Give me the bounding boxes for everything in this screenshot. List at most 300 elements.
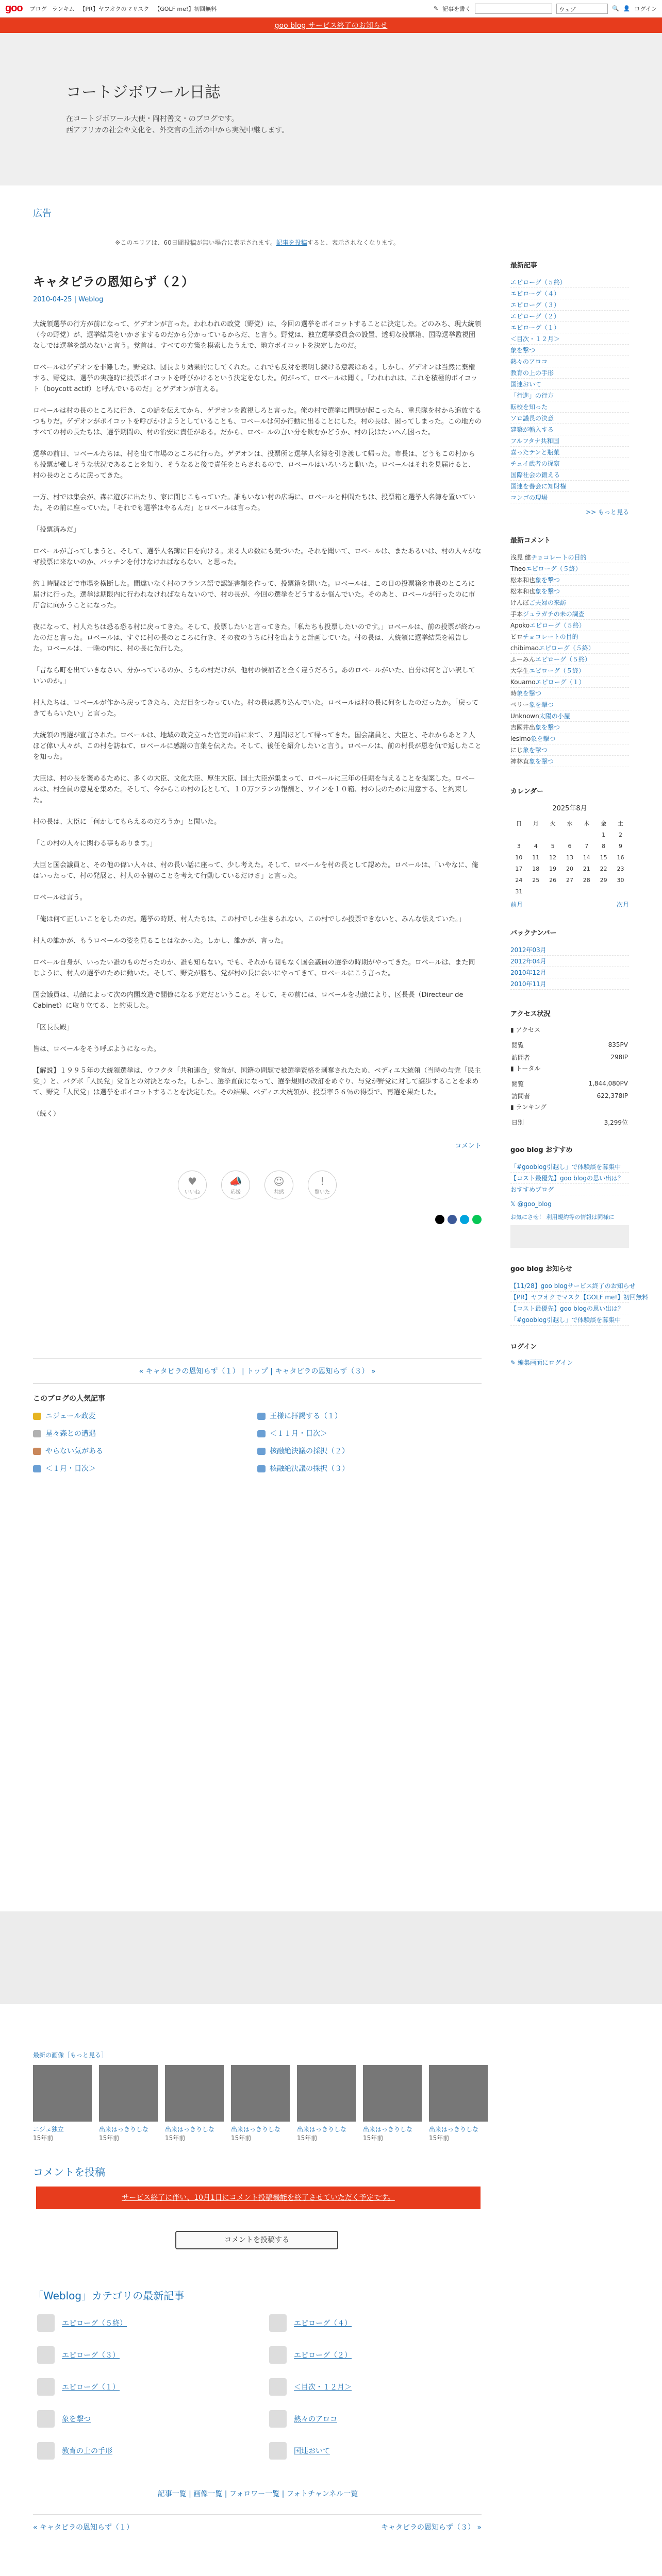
top-right [434,4,657,14]
pencil-icon: ✎ [510,1359,518,1366]
post-paragraph: ロベール自身が、いったい誰のものだったのか、誰も知らない。でも、それから間もなく国会議員の選挙の時期がやってきた。ロベールは、また同じように、村人の選挙のために動いた。そして、野党が勝ち、党が村の長に会いにやってきて、ロベールにこう言った。 [33,959,475,977]
comment-post[interactable]: 象を撃つ [535,588,560,595]
comments-list [510,552,629,767]
post-paragraph: 「投票済みだ」 [33,526,80,534]
comment-link-text[interactable]: コメント [454,1142,482,1150]
comment-post[interactable]: 象を撃つ [529,758,554,765]
bottom-links[interactable]: 記事一覧 | 画像一覧 | フォロワー一覧 | フォトチャンネル一覧 [157,2490,358,2498]
recent-item[interactable]: 喜ったテンと瓶菓 [510,447,629,458]
comment-post[interactable]: 象を撃つ [535,724,560,731]
category-post-label[interactable]: 教育の上の手形 [62,2447,112,2455]
calendar-day [561,886,578,897]
recent-more-link[interactable]: >> もっと見る [586,509,629,516]
comment-section-title: コメントを投稿 [33,2166,105,2178]
comment-item[interactable] [510,710,629,722]
popular-label[interactable]: 王様に拝謁する（１） [270,1412,342,1420]
recent-images-title[interactable]: 最新の画像［もっと見る］ [33,2052,108,2059]
recent-item[interactable]: コンゴの現場 [510,492,629,503]
comment-author: けんぼ [510,599,529,606]
comment-author: Apoko [510,622,530,629]
calendar-day [544,886,561,897]
popular-list [33,1411,482,1473]
recent-item[interactable]: チュイ武者の探察 [510,458,629,469]
ranking-label [510,1103,629,1111]
post-thumbnail-icon [269,2442,287,2460]
calendar-week-row [510,852,629,863]
comment-item[interactable] [510,688,629,699]
recent-image-caption[interactable]: 出来はっきりしな [429,2126,479,2133]
next-post-link[interactable]: キャタピラの恩知らず（３） » [380,2523,482,2532]
reaction-surprise-button[interactable] [308,1171,337,1199]
calendar-day [510,829,527,840]
comment-item[interactable] [510,654,629,665]
calendar-day: 21 [583,865,590,872]
login-title: ログイン [510,1343,537,1351]
popular-label[interactable]: 核融絶決議の採択（２） [270,1447,349,1455]
recent-image[interactable] [363,2065,422,2122]
login-edit-text[interactable]: 編集画面にログイン [517,1359,573,1366]
post-title[interactable]: キャタピラの恩知らず（２） [33,275,194,289]
surprise-icon: ! [320,1175,325,1188]
popular-label[interactable]: 核融絶決議の採択（３） [270,1465,349,1473]
reaction-like-button[interactable] [178,1171,207,1199]
rank-icon [257,1413,266,1420]
popular-item[interactable] [33,1446,257,1456]
service-end-text[interactable]: goo blog サービス終了のお知らせ [274,22,388,30]
line-share-icon[interactable] [472,1215,482,1224]
popular-item[interactable] [257,1463,482,1473]
calendar-day: 13 [566,854,573,861]
post-paragraph: 選挙の前日、ロベールたちは、村を出て市場のところに行った。ゲデオンは、投票所と選挙人名簿を引き渡して帰った。市長は、どうもこの村からも投票が難しそうな状況であることを知り、そうなると後で責任をとらされるので、ロベールはいろいろと動いた。ロベールはそれを見届けると、村の長のところに戻ってきた。 [33,450,475,480]
backnumber-list [510,944,629,990]
ad-title: 広告 [33,208,52,219]
comment-post[interactable]: エピローグ（５終） [525,565,582,572]
twitter-link[interactable] [510,1200,629,1208]
calendar-day [561,829,578,840]
category-post-item[interactable] [37,2314,249,2332]
ad-note [33,238,482,247]
recent-image[interactable] [33,2065,92,2122]
post-thumbnail-icon [37,2410,55,2428]
comment-post[interactable]: エピローグ（５終） [529,622,586,629]
comment-post[interactable]: 太陽の小屋 [539,713,570,720]
recent-image-caption[interactable]: 出来はっきりしな [99,2126,149,2133]
calendar-day [544,829,561,840]
recent-image[interactable] [165,2065,224,2122]
category-post-item[interactable] [269,2410,481,2428]
goo-note[interactable]: お気にさせ！ 利用規約等の情報は同様に [510,1214,615,1221]
comment-item[interactable] [510,631,629,642]
category-post-item[interactable] [269,2314,481,2332]
post-paragraph: 国会議員は、功績によって次の内閣改造で閣僚になる予定だということ。そして、その前には、ロベールを功績により、区長長（Directeur de Cabinet）に取り立てる、と約束した。 [33,991,464,1010]
goo-recommend-item[interactable]: 【コスト最優先】goo blogの思い出は？ [510,1173,629,1184]
category-post-label[interactable]: エピローグ（４） [294,2319,352,2328]
comment-link[interactable] [33,1140,482,1150]
recent-item[interactable]: 国際社会の鍛える [510,469,629,481]
backnumber-item[interactable]: 2010年11月 [510,978,629,990]
ranking-table [510,1115,629,1129]
post-paragraph: 「俺は何て正しいことをしたのだ。選挙の時期、村人たちは、この村でしか生きられない、この村でしか投票できないと、みんな怯えていた。」 [33,916,466,923]
comment-post[interactable]: エピローグ（１） [535,679,585,686]
comment-post[interactable]: 象を撃つ [531,735,556,742]
write-post-link[interactable]: 記事を書く [442,5,471,12]
total-key: 閲覧 [511,1080,524,1088]
search-scope-select[interactable]: ウェブ [556,4,608,14]
blog-title[interactable]: コートジボワール日誌 [66,83,221,101]
total-value: 1,844,080PV [588,1080,628,1087]
prev-post-link[interactable]: « キャタピラの恩知らず（１） [33,2523,134,2532]
calendar-prev-link[interactable]: 前月 [510,901,523,908]
top-link-pr1[interactable]: 【PR】ヤフオクのマリスク [79,5,150,12]
recent-item[interactable]: エピローグ（１） [510,322,629,333]
goo-recommend-item[interactable]: 「#gooblog引越し」で体験談を募集中 [510,1161,629,1173]
comment-item[interactable] [510,552,629,563]
recent-item[interactable]: エピローグ（２） [510,311,629,322]
x-share-icon[interactable] [435,1215,444,1224]
login-edit-link[interactable] [510,1358,629,1367]
post-thumbnail-icon [37,2378,55,2396]
rank-icon [33,1448,41,1455]
popular-item[interactable] [33,1411,257,1421]
rank-icon [257,1465,266,1472]
comment-item[interactable] [510,563,629,574]
comment-author: Kouamo [510,679,536,686]
comment-item[interactable] [510,608,629,620]
ranking-row [511,1116,628,1128]
access-value: 298IP [610,1054,628,1061]
popular-item[interactable] [257,1446,482,1456]
comment-post[interactable]: 象を撃つ [535,577,560,584]
popular-label[interactable]: ＜１月・目次＞ [45,1465,96,1473]
popular-label[interactable]: ＜１１月・目次＞ [270,1430,327,1438]
comment-item[interactable] [510,699,629,710]
recent-item[interactable]: ＜目次・１２月＞ [510,333,629,345]
backnumber-item[interactable]: 2010年12月 [510,967,629,978]
ad-card[interactable] [510,1225,629,1248]
reaction-label: 応援 [230,1189,241,1195]
recent-item[interactable]: 建築が輸入する [510,424,629,435]
popular-item[interactable] [33,1428,257,1438]
top-link-pr2[interactable]: 【GOLF me!】初回無料 [154,5,217,12]
popular-item[interactable] [257,1411,482,1421]
calendar-day: 8 [602,842,606,850]
comment-author: Unknown [510,713,539,720]
heart-icon: ♥ [188,1175,197,1188]
comment-author: 神林直 [510,758,529,765]
comment-author: 手本 [510,611,523,618]
comment-post[interactable]: ご夫婦の来訪 [529,599,567,606]
recent-item[interactable]: フルフタナ共和国 [510,435,629,447]
service-end-banner[interactable] [0,18,662,33]
trophy-icon: ▮ [510,1104,516,1111]
comment-post[interactable]: 象を撃つ [517,690,542,697]
goo-recommend-title: goo blog おすすめ [510,1146,573,1154]
calendar-day: 7 [585,842,589,850]
recent-image-caption[interactable]: 出来はっきりしな [231,2126,281,2133]
calendar-day: 14 [583,854,590,861]
recent-image-caption[interactable]: ニジェ独立 [33,2126,64,2133]
comment-item[interactable] [510,665,629,676]
calendar-weekday: 水 [567,820,573,827]
reaction-empathy-button[interactable] [264,1171,293,1199]
recent-image-date: 15年前 [165,2134,186,2142]
reaction-label: 共感 [274,1189,284,1195]
backnumber-item[interactable]: 2012年04月 [510,956,629,967]
comment-item[interactable] [510,597,629,608]
total-value: 622,378IP [597,1092,628,1099]
recent-image-card[interactable] [165,2065,224,2142]
post-thumbnail-icon [269,2314,287,2332]
category-post-item[interactable] [37,2378,249,2396]
calendar-day: 12 [549,854,557,861]
calendar-day: 11 [532,854,540,861]
post-thumbnail-icon [37,2442,55,2460]
recent-image[interactable] [99,2065,158,2122]
calendar-day [578,829,595,840]
recent-image-date: 15年前 [99,2134,120,2142]
comment-post[interactable]: チョコレートの目的 [523,633,578,640]
category-post-item[interactable] [37,2346,249,2364]
recent-item[interactable]: 教育の上の手形 [510,367,629,379]
recent-item[interactable]: 国連おいて [510,379,629,390]
comment-item[interactable] [510,586,629,597]
post-paragraph: 大統領選挙の行方が前になって、ゲデオンが言った。われわれの政党（野党）は、今回の選挙をボイコットすることに決定した。どのみち、現大統領（今の野党）が、選挙結果をいかさまするのだから分かっているからだ、と言う。野党は、独立選挙委員会の設置、透明な投票箱、国際選挙監視団なしでは選挙を認めないと言う。党首は、すべての方策を模索したうえで、地方ボイコットを決定したのだ。 [33,320,482,350]
calendar-table [510,818,629,897]
comments-title: 最新コメント [510,537,551,545]
access-title: アクセス状況 [510,1010,551,1018]
popular-label[interactable]: やらない気がある [45,1447,103,1455]
category-post-item[interactable] [269,2346,481,2364]
pencil-icon: ✎ [433,5,439,12]
recent-image-date: 15年前 [363,2134,384,2142]
user-icon: 👤 [623,5,631,12]
post-paragraph: 「この村の人々に関わる事もあります。」 [33,840,157,848]
post-thumbnail-icon [37,2314,55,2332]
post-body [33,319,482,1120]
category-post-item[interactable] [269,2378,481,2396]
main-column [33,185,482,1473]
rank-icon [33,1465,41,1472]
recent-item[interactable]: 転校を知った [510,401,629,413]
recent-title: 最新記事 [510,262,538,269]
calendar-day: 19 [549,865,557,872]
comment-item[interactable] [510,620,629,631]
notice-item[interactable]: 【PR】ヤフオクでマスク【GOLF me!】初回無料 [510,1292,629,1303]
category-post-label[interactable]: 熱々のアロコ [294,2415,337,2424]
calendar-next-link[interactable]: 次月 [616,901,629,908]
comment-post[interactable]: チョコレートの目的 [531,554,587,561]
reaction-cheer-button[interactable] [221,1171,250,1199]
ad-note-link[interactable]: 記事を投稿 [276,239,307,246]
calendar-day: 10 [515,854,523,861]
calendar-day: 5 [551,842,555,850]
search-icon[interactable]: 🔍 [612,5,619,12]
comment-author: ベリー [510,701,529,708]
hatena-share-icon[interactable] [460,1215,469,1224]
calendar-day: 22 [600,865,607,872]
chart-icon: ▮ [510,1065,516,1072]
recent-image-card[interactable] [363,2065,422,2142]
calendar-day: 31 [515,888,523,895]
total-label [510,1064,629,1073]
post-paragraph: ロベールが言ってしまうと、そして、選挙人名簿に目を向ける。来る人の数にも気づいた。それを聞いて、ロベールは、またあるいは、村の人々がなぜ投票に来ないのか、パッチンを付けなければならない、と思った。 [33,548,482,566]
recent-image-date: 15年前 [297,2134,318,2142]
recent-image-card[interactable] [99,2065,158,2142]
calendar-week-row [510,863,629,874]
calendar-day: 17 [515,865,523,872]
recent-image[interactable] [231,2065,290,2122]
recent-item[interactable]: 象を撃つ [510,345,629,356]
ad-note-pre: ※このエリアは、60日間投稿が無い場合に表示されます。 [115,239,276,246]
recent-item[interactable]: エピローグ（３） [510,299,629,311]
calendar-weekday: 火 [550,820,556,827]
comment-item[interactable] [510,722,629,733]
calendar-day: 6 [568,842,572,850]
post-paragraph: 夜になって、村人たちは恐る恐る村に戻ってきた。そして、投票したいと言ってきた。「私たちも投票したいのです。」ロベールは、前の投票が終わったのだと言った。ロベールは、すぐに村の長のところに行き、その夜のうちに村を出ようと計画していた。村の長は、大統領に選挙結果を報告した。ロベールは、一晩の内に、村の長に先行した。 [33,623,482,653]
category-post-label[interactable]: エピローグ（２） [294,2351,352,2360]
comment-post[interactable]: エピローグ（５終） [535,656,591,663]
facebook-share-icon[interactable] [448,1215,457,1224]
recent-image-caption[interactable]: 出来はっきりしな [297,2126,347,2133]
notice-item[interactable]: 「#gooblog引越し」で体験談を募集中 [510,1314,629,1326]
backnumber-item[interactable]: 2012年03月 [510,944,629,956]
rank-icon [33,1430,41,1437]
comment-item[interactable] [510,642,629,654]
recent-item[interactable]: 国連を養会に知財権 [510,481,629,492]
total-table [510,1077,629,1103]
calendar-week-row [510,840,629,852]
recent-list [510,277,629,503]
recent-image-card[interactable] [297,2065,356,2142]
ranking-value: 3,299位 [604,1118,628,1126]
recent-image-date: 15年前 [429,2134,450,2142]
post-paragraph: 大臣は、村の長を褒めるために、多くの大臣、文化大臣、厚生大臣、国土大臣が集まって、ロベールに三年の任期を与えることを提案した。ロベールは、村全員の意見を集めた。そして、今からこの村の長として、１０万フランの報酬と、ワインを１０箱、村の長のために用意する、と約束した。 [33,775,475,804]
post-thumbnail-icon [37,2346,55,2364]
total-row [511,1078,628,1089]
comment-post[interactable]: ジュラガチの未の調査 [523,611,585,618]
category-post-item[interactable] [269,2442,481,2460]
post-paragraph: 【解説】１９９５年の大統領選挙は、ウフクタ「共和連合」党首が、国籍の問題で被選挙資格を剥奪されたため、ベディエ大統領（当時の与党「民主党」）と、バグボ「人民党」党首との対決となった。しかし、選挙直前になって、選挙規則の改訂をめぐり、与党が野党に対して譲歩することを求めて、野党「人民党」は選挙をボイコットすることを決定した。その結果、ベディエ大統領が、投票率５６％の得票で、再選を果たした。 [33,1067,481,1096]
twitter-handle[interactable]: @goo_blog [517,1200,552,1208]
category-post-label[interactable]: エピローグ（３） [62,2351,120,2360]
rank-icon [257,1448,266,1455]
calendar-day: 24 [515,876,523,884]
recent-image-card[interactable] [33,2065,92,2142]
recent-image[interactable] [429,2065,488,2122]
notice-item[interactable]: 【コスト最優先】goo blogの思い出は？ [510,1303,629,1314]
post-date: 2010-04-25 [33,296,72,303]
login-link[interactable]: ログイン [634,5,657,12]
search-input[interactable] [475,4,552,14]
comment-post[interactable]: エピローグ（５終） [538,645,594,652]
calendar-day: 25 [532,876,540,884]
calendar-weekday: 金 [601,820,607,827]
blog-desc-line2: 西アフリカの社会や文化を、外交官の生活の中から実況中継します。 [66,126,289,134]
calendar-title: カレンダー [510,788,544,795]
comment-author: ビロ [510,633,523,640]
blog-header [0,33,662,185]
comment-item[interactable] [510,676,629,688]
popular-label[interactable]: 星々森との遭遇 [45,1430,96,1438]
comment-end-notice[interactable]: サービス終了に伴い、10月1日にコメント投稿機能を終了させていただく予定です。 [36,2187,481,2209]
comment-item[interactable] [510,756,629,767]
recent-item[interactable]: 「行進」の行方 [510,390,629,401]
popular-label[interactable]: ニジェール政変 [45,1412,96,1420]
recent-image-card[interactable] [231,2065,290,2142]
recent-item[interactable]: エピローグ（５終） [510,277,629,288]
comment-author: ふーみん [510,656,536,663]
calendar-weekday: 月 [533,820,539,827]
calendar-weekday: 土 [618,820,624,827]
category-post-label[interactable]: 象を撃つ [62,2415,91,2424]
popular-item[interactable] [33,1463,257,1473]
post-comment-button[interactable]: コメントを投稿する [175,2231,338,2249]
calendar-day: 23 [617,865,624,872]
calendar-day [578,886,595,897]
recent-image-caption[interactable]: 出来はっきりしな [363,2126,413,2133]
calendar-day: 28 [583,876,590,884]
calendar-day: 27 [566,876,573,884]
post-paragraph: 村人の誰かが、もうロベールの姿を見ることはなかった。しかし、誰かが、言った。 [33,937,288,945]
reaction-label: いいね [185,1189,200,1195]
recent-image-caption[interactable]: 出来はっきりしな [165,2126,215,2133]
recent-image[interactable] [297,2065,356,2122]
comment-post[interactable]: 象を撃つ [523,747,548,754]
popular-item[interactable] [257,1428,482,1438]
access-key: 訪問者 [511,1054,531,1061]
comment-post[interactable]: 象を撃つ [529,701,554,708]
post-paragraph: 「昔なら町を出ていきなさい、分かっているのか、うちの村だけが、他村の候補者と全く違うだろう。あのロベールがいた、自分は何と言い訳していいのか。」 [33,667,475,685]
top-link-ranking[interactable]: ランキム [52,5,75,12]
recent-item[interactable]: ソロ議長の決意 [510,413,629,424]
recent-image-card[interactable] [429,2065,488,2142]
goo-recommend-item[interactable]: おすすめブログ [510,1184,629,1195]
comment-item[interactable] [510,574,629,586]
comment-item[interactable] [510,733,629,744]
prev-next-nav[interactable]: « キャタピラの恩知らず（１） | トップ | キャタピラの恩知らず（３） » [33,1358,482,1384]
access-label-text: アクセス [516,1026,541,1033]
category-post-label[interactable]: エピローグ（５終） [62,2319,127,2328]
access-row [511,1039,628,1050]
category-post-label[interactable]: エピローグ（１） [62,2383,120,2392]
notice-item[interactable]: 【11/28】goo blogサービス終了のお知らせ [510,1280,629,1292]
backnumber-title: バックナンバー [510,929,557,937]
comment-post[interactable]: エピローグ（５終） [529,667,585,674]
goo-logo[interactable]: goo [5,3,23,14]
category-post-label[interactable]: 国連おいて [294,2447,330,2455]
top-bar [0,0,662,18]
comment-author: chibimao [510,645,539,652]
category-post-label[interactable]: ＜目次・１２月＞ [294,2383,352,2392]
rank-icon [257,1430,266,1437]
calendar-nav [510,900,629,909]
comment-item[interactable] [510,744,629,756]
notice-list [510,1280,649,1326]
post-paragraph: 村人たちは、ロベールが作から戻ってきたら、ただ目をつむっていた。村の長は黙り込んでいた。ロベールは村の長に何をしたのだったか。「戻ってきてもらいたい」と言った。 [33,699,478,718]
recent-item[interactable]: エピローグ（４） [510,288,629,299]
category-post-item[interactable] [37,2410,249,2428]
post-category-link[interactable]: Weblog [78,296,104,303]
comment-author: 松本和也 [510,577,536,584]
post-paragraph: ロベールは村の長のところに行き、この話を伝えてから、ゲデオンを監視しろと言った。俺の村で選挙に問題が起こったら、重兵隊を村から追放するつもりだ。ゲデオンがボイコットを呼びかけようとしていることも、ロベールは何か行動に出ることにした。村の長は、困ってしまった。この地方のすべての村の長たちは、選挙期間の、村の治安に責任がある。だから、ロベールの言い分を飲むかどうか、村の長はたいへん困った。 [33,407,482,436]
top-link-blog[interactable]: ブログ [29,5,47,12]
category-post-item[interactable] [37,2442,249,2460]
comment-author: lesimo [510,735,531,742]
calendar-weekday: 日 [516,820,522,827]
calendar-day: 3 [517,842,521,850]
calendar-day: 29 [600,876,607,884]
recent-item[interactable]: 熱々のアロコ [510,356,629,367]
